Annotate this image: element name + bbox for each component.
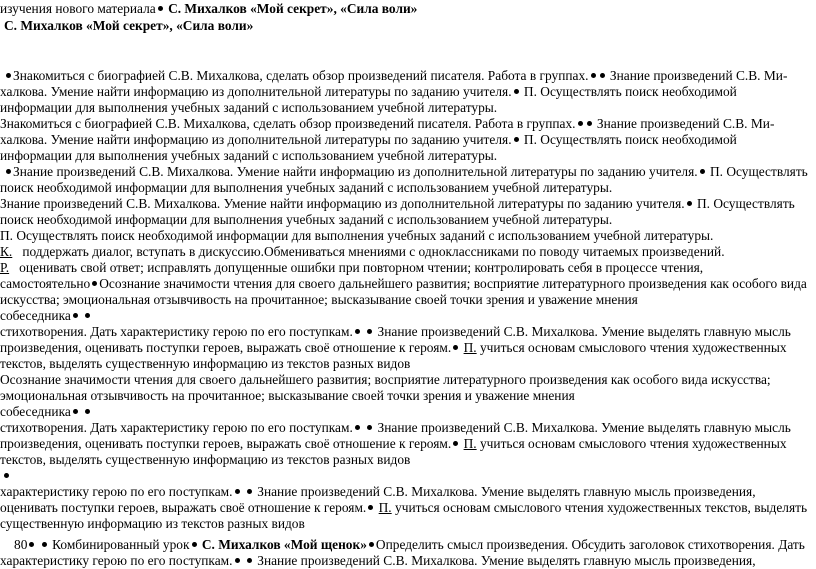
bullet-icon: [85, 313, 90, 318]
text-line: П. Осуществлять поиск необходимой информации для выполнения учебных заданий с использованием учебной литературы.: [0, 228, 714, 243]
text-line: Знание произведений С.В. Михалкова. Умение найти информацию из дополнительной литературы по заданию учителя. П. Осуществлять: [4, 163, 808, 180]
text-line: халкова. Умение найти информацию из дополнительной литературы по заданию учителя. П. Осуществлять поиск необходимой: [0, 84, 737, 99]
bullet-icon: [247, 489, 252, 494]
bullet-icon: [453, 441, 458, 446]
bullet-icon: [578, 121, 583, 126]
bullet-icon: [247, 558, 252, 563]
text-line: информации для выполнения учебных заданий с использованием учебной литературы.: [0, 100, 498, 115]
bullet-icon: [6, 169, 11, 174]
bullet-icon: [453, 345, 458, 350]
text-line: самостоятельно Осознание значимости чтения для своего дальнейшего развития; восприятие литературного произведения как особого вида: [0, 276, 807, 291]
text-line: Осознание значимости чтения для своего дальнейшего развития; восприятие литературного произведения как особого вида искусства;: [0, 372, 771, 387]
bullet-icon: [600, 73, 605, 78]
text-line: Знакомиться с биографией С.В. Михалкова, сделать обзор произведений писателя. Работа в группах. Знание произведений С.В. Ми-: [4, 67, 787, 84]
bullet-icon: [367, 425, 372, 430]
text-line: искусства; эмоциональная отзывчивость на прочитанное; высказывание своей точки зрения и уважение мнения: [0, 292, 638, 307]
text-line: [2, 467, 11, 484]
bullet-icon: [4, 473, 9, 478]
text-line: собеседника: [0, 403, 92, 420]
bullet-icon: [355, 425, 360, 430]
text-line: стихотворения. Дать характеристику герою по его поступкам. Знание произведений С.В. Михалкова. Умение выделять главную мысль: [0, 420, 791, 435]
bullet-icon: [29, 542, 34, 547]
bullet-icon: [587, 121, 592, 126]
text-line: поиск необходимой информации для выполнения учебных заданий с использованием учебной литературы.: [0, 212, 613, 227]
footer-line-2: характеристику герою по его поступкам. Знание произведений С.В. Михалкова. Умение выделять главную мысль произведения,: [0, 553, 756, 568]
lesson-topic-bold: С. Михалков «Мой секрет», «Сила воли»: [168, 1, 418, 16]
bullet-icon: [514, 89, 519, 94]
footer-line-1: 80 Комбинированный урок С. Михалков «Мой щенок» Определить смысл произведения. Обсудить заголовок стихотворения. Дать: [14, 537, 805, 552]
text-line: стихотворения. Дать характеристику герою по его поступкам. Знание произведений С.В. Михалкова. Умение выделять главную мысль: [0, 324, 791, 339]
bullet-icon: [369, 542, 374, 547]
text-line: Знакомиться с биографией С.В. Михалкова, сделать обзор произведений писателя. Работа в группах. Знание произведений С.В. Ми-: [0, 116, 775, 131]
bullet-icon: [514, 137, 519, 142]
bullet-icon: [158, 6, 163, 11]
bullet-icon: [368, 505, 373, 510]
text-line: поиск необходимой информации для выполнения учебных заданий с использованием учебной литературы.: [0, 180, 613, 195]
text-line: характеристику герою по его поступкам. Знание произведений С.В. Михалкова. Умение выделять главную мысль произведения,: [0, 484, 756, 499]
text-line: Р. оценивать свой ответ; исправлять допущенные ошибки при повторном чтении; контролировать себя в процессе чтения,: [0, 260, 704, 275]
bullet-icon: [687, 201, 692, 206]
bullet-icon: [355, 329, 360, 334]
text-line: К. поддержать диалог, вступать в дискуссию.Обмениваться мнениями с одноклассниками по поводу читаемых произведений.: [0, 244, 725, 259]
bullet-icon: [591, 73, 596, 78]
bullet-icon: [700, 169, 705, 174]
text-line: эмоциональная отзывчивость на прочитанное; высказывание своей точки зрения и уважение мнения: [0, 388, 575, 403]
bullet-icon: [92, 281, 97, 286]
text-line: халкова. Умение найти информацию из дополнительной литературы по заданию учителя. П. Осуществлять поиск необходимой: [0, 132, 737, 147]
bullet-icon: [235, 489, 240, 494]
bullet-icon: [235, 558, 240, 563]
bullet-icon: [73, 313, 78, 318]
text-line: оценивать поступки героев, выражать своё отношение к героям. П. учиться основам смыслового чтения художественных текстов, выделять: [0, 500, 808, 515]
text-line: собеседника: [0, 307, 92, 324]
text-line: существенную информацию из текстов разных видов: [0, 516, 305, 531]
text-line: текстов, выделять существенную информацию из текстов разных видов: [0, 356, 411, 371]
label-k: К.: [0, 244, 13, 259]
label-r: Р.: [0, 260, 10, 275]
text-line: произведения, оценивать поступки героев, выражать своё отношение к героям. П. учиться основам смыслового чтения художественных: [0, 340, 787, 355]
lesson-stage-text: изучения нового материала: [0, 1, 156, 16]
text-line: информации для выполнения учебных заданий с использованием учебной литературы.: [0, 148, 498, 163]
lesson-title-bold: С. Михалков «Мой щенок»: [201, 537, 367, 552]
bullet-icon: [42, 542, 47, 547]
header-line-1: [0, 0, 417, 17]
bullet-icon: [367, 329, 372, 334]
text-line: текстов, выделять существенную информацию из текстов разных видов: [0, 452, 411, 467]
header-line-2: С. Михалков «Мой секрет», «Сила воли»: [4, 18, 254, 33]
text-line: Знание произведений С.В. Михалкова. Умение найти информацию из дополнительной литературы по заданию учителя. П. Осуществлять: [0, 196, 795, 211]
text-line: произведения, оценивать поступки героев, выражать своё отношение к героям. П. учиться основам смыслового чтения художественных: [0, 436, 787, 451]
lesson-number: 80: [14, 537, 28, 552]
bullet-icon: [85, 409, 90, 414]
bullet-icon: [6, 73, 11, 78]
bullet-icon: [73, 409, 78, 414]
bullet-icon: [192, 542, 197, 547]
